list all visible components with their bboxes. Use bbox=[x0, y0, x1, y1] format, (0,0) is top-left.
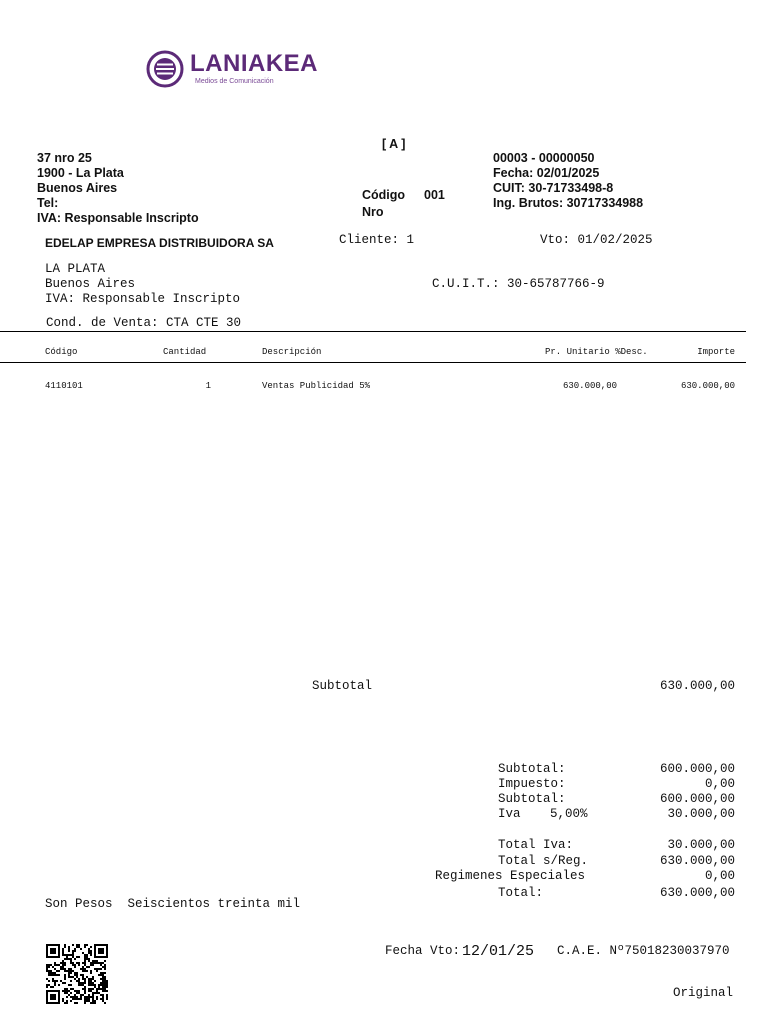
totals-total-sreg-label: Total s/Reg. bbox=[498, 854, 589, 868]
col-header-cantidad: Cantidad bbox=[163, 347, 207, 357]
row-pr-unitario: 630.000,00 bbox=[562, 381, 617, 391]
col-header-codigo: Código bbox=[45, 347, 78, 357]
totals-subtotal1-label: Subtotal: bbox=[498, 762, 566, 776]
client-name: EDELAP EMPRESA DISTRIBUIDORA SA bbox=[45, 236, 274, 250]
logo-tagline: Medios de Comunicación bbox=[195, 78, 274, 85]
col-header-descripcion: Descripción bbox=[262, 347, 322, 357]
copy-type: Original bbox=[673, 986, 734, 1000]
totals-impuesto-value: 0,00 bbox=[704, 777, 735, 791]
codigo-label: Código bbox=[362, 188, 406, 202]
totals-subtotal2-value: 600.000,00 bbox=[659, 792, 735, 806]
client-province: Buenos Aires bbox=[45, 277, 136, 291]
invoice-ing-brutos: Ing. Brutos: 30717334988 bbox=[493, 196, 644, 210]
invoice-number: 00003 - 00000050 bbox=[493, 151, 595, 165]
client-cuit: C.U.I.T.: 30-65787766-9 bbox=[432, 277, 605, 291]
totals-impuesto-label: Impuesto: bbox=[498, 777, 566, 791]
invoice-letter: [ A ] bbox=[382, 137, 406, 151]
invoice-cuit: CUIT: 30-71733498-8 bbox=[493, 181, 614, 195]
qr-code-icon bbox=[46, 944, 108, 1004]
totals-regimenes-label: Regimenes Especiales bbox=[435, 869, 586, 883]
company-logo bbox=[146, 48, 318, 90]
totals-total-iva-value: 30.000,00 bbox=[667, 838, 735, 852]
totals-total-iva-label: Total Iva: bbox=[498, 838, 574, 852]
totals-iva-value: 30.000,00 bbox=[667, 807, 735, 821]
laniakea-emblem-icon bbox=[146, 50, 184, 88]
codigo-value: 001 bbox=[424, 188, 445, 202]
table-header-rule bbox=[0, 362, 746, 363]
fecha-vto-value: 12/01/25 bbox=[462, 943, 535, 960]
issuer-province: Buenos Aires bbox=[37, 181, 118, 195]
row-descripcion: Ventas Publicidad 5% bbox=[262, 381, 371, 391]
col-header-pr-unitario: Pr. Unitario %Desc. bbox=[545, 347, 648, 357]
subtotal-line-value: 630.000,00 bbox=[659, 679, 735, 693]
client-number: Cliente: 1 bbox=[339, 233, 415, 247]
row-codigo: 4110101 bbox=[45, 381, 83, 391]
fecha-vto-label: Fecha Vto: bbox=[385, 944, 461, 958]
client-city: LA PLATA bbox=[45, 262, 106, 276]
issuer-city: 1900 - La Plata bbox=[37, 166, 124, 180]
client-vto: Vto: 01/02/2025 bbox=[540, 233, 653, 247]
issuer-tel: Tel: bbox=[37, 196, 59, 210]
totals-iva-rate: 5,00% bbox=[550, 807, 588, 821]
invoice-fecha: Fecha: 02/01/2025 bbox=[493, 166, 600, 180]
totals-total-sreg-value: 630.000,00 bbox=[659, 854, 735, 868]
totals-subtotal2-label: Subtotal: bbox=[498, 792, 566, 806]
row-cantidad: 1 bbox=[205, 381, 211, 391]
nro-label: Nro bbox=[362, 205, 384, 219]
client-iva: IVA: Responsable Inscripto bbox=[45, 292, 241, 306]
table-top-rule bbox=[0, 331, 746, 332]
subtotal-line-label: Subtotal bbox=[312, 679, 373, 693]
issuer-iva: IVA: Responsable Inscripto bbox=[37, 211, 199, 225]
totals-total-label: Total: bbox=[498, 886, 544, 900]
cae-number: C.A.E. Nº75018230037970 bbox=[557, 944, 730, 958]
totals-subtotal1-value: 600.000,00 bbox=[659, 762, 735, 776]
amount-in-words: Son Pesos Seiscientos treinta mil bbox=[45, 897, 301, 911]
invoice-info-block bbox=[493, 151, 643, 211]
logo-name: LANIAKEA bbox=[190, 50, 318, 77]
totals-iva-label: Iva bbox=[498, 807, 521, 821]
issuer-address: 37 nro 25 bbox=[37, 151, 92, 165]
totals-regimenes-value: 0,00 bbox=[704, 869, 735, 883]
issuer-block bbox=[37, 151, 199, 226]
col-header-importe: Importe bbox=[697, 347, 735, 357]
cond-venta: Cond. de Venta: CTA CTE 30 bbox=[46, 316, 242, 330]
row-importe: 630.000,00 bbox=[680, 381, 735, 391]
totals-total-value: 630.000,00 bbox=[659, 886, 735, 900]
